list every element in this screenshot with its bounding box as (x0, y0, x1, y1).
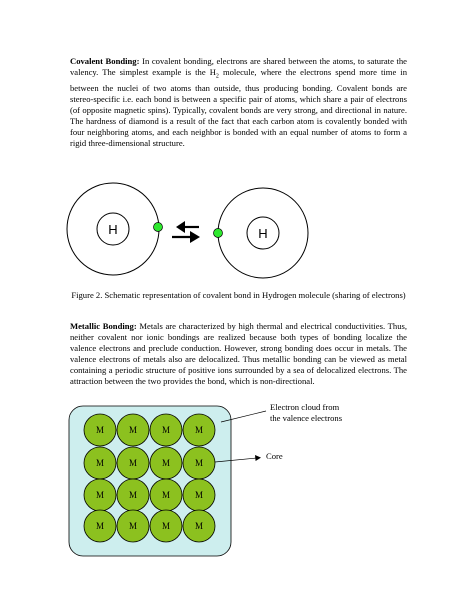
left-atom-label: H (108, 222, 118, 237)
left-electron (154, 223, 163, 232)
covalent-text-part1: In covalent bonding, electrons are shared between the atoms, to saturate the valency. The simplest example is the H (70, 56, 407, 78)
metal-ion-label: M (95, 425, 105, 435)
metallic-bonding-paragraph (70, 321, 407, 388)
metal-ion-label: M (161, 490, 171, 500)
core-label: Core (266, 451, 283, 461)
electron-cloud-label-line2: the valence electrons (270, 413, 343, 423)
core-pointer-arrowhead (255, 455, 261, 461)
metal-ion-label: M (194, 458, 204, 468)
right-electron (214, 229, 223, 238)
h2-subscript: 2 (215, 73, 219, 80)
figure2-caption: Figure 2. Schematic representation of covalent bond in Hydrogen molecule (sharing of electrons) (71, 290, 406, 300)
electron-cloud-label-line1: Electron cloud from (270, 402, 340, 412)
metal-ion-label: M (161, 425, 171, 435)
covalent-text-part2: molecule, where the electrons spend more time in between the nuclei of two atoms than outside, thus producing bonding. Covalent bonds are stereo-specific i.e. each bond is between a specific pair of atoms, which share a pair of electrons (of opposite magnetic spins). Typically, covalent bonds are very strong, and directional in nature. The hardness of diamond is a result of the fact that each carbon atom is covalently bonded with four neighboring atoms, and each neighbor is bonded with an equal number of atoms to form a rigid three-dimensional structure. (70, 67, 407, 149)
metal-ion-label: M (194, 425, 204, 435)
figure3-metallic-diagram (69, 402, 343, 556)
metal-ion-label: M (95, 490, 105, 500)
metal-ion-label: M (128, 425, 138, 435)
figure2-covalent-diagram (67, 183, 308, 278)
metallic-bonding-heading: Metallic Bonding: (70, 321, 137, 331)
metal-ion-label: M (128, 458, 138, 468)
exchange-arrows-icon (172, 221, 200, 243)
metallic-text: Metals are characterized by high thermal and electrical conductivities. Thus, neither covalent nor ionic bondings are realized because both types of bonding localize the valence electrons and preclude conduction. However, strong bonding does occur in metals. The valence electrons of metals also are delocalized. Thus metallic bonding can be viewed as metal containing a periodic structure of positive ions surrounded by a sea of delocalized electrons. The attraction between the two provides the bond, which is non-directional. (70, 321, 407, 387)
metal-ion-label: M (95, 458, 105, 468)
metal-ion-label: M (161, 458, 171, 468)
metal-ion-label: M (128, 521, 138, 531)
metal-ion-label: M (194, 490, 204, 500)
metal-ion-label: M (194, 521, 204, 531)
metal-ion-label: M (95, 521, 105, 531)
covalent-bonding-heading: Covalent Bonding: (70, 56, 140, 66)
metal-ion-label: M (128, 490, 138, 500)
metal-ion-label: M (161, 521, 171, 531)
right-atom-label: H (258, 226, 268, 241)
